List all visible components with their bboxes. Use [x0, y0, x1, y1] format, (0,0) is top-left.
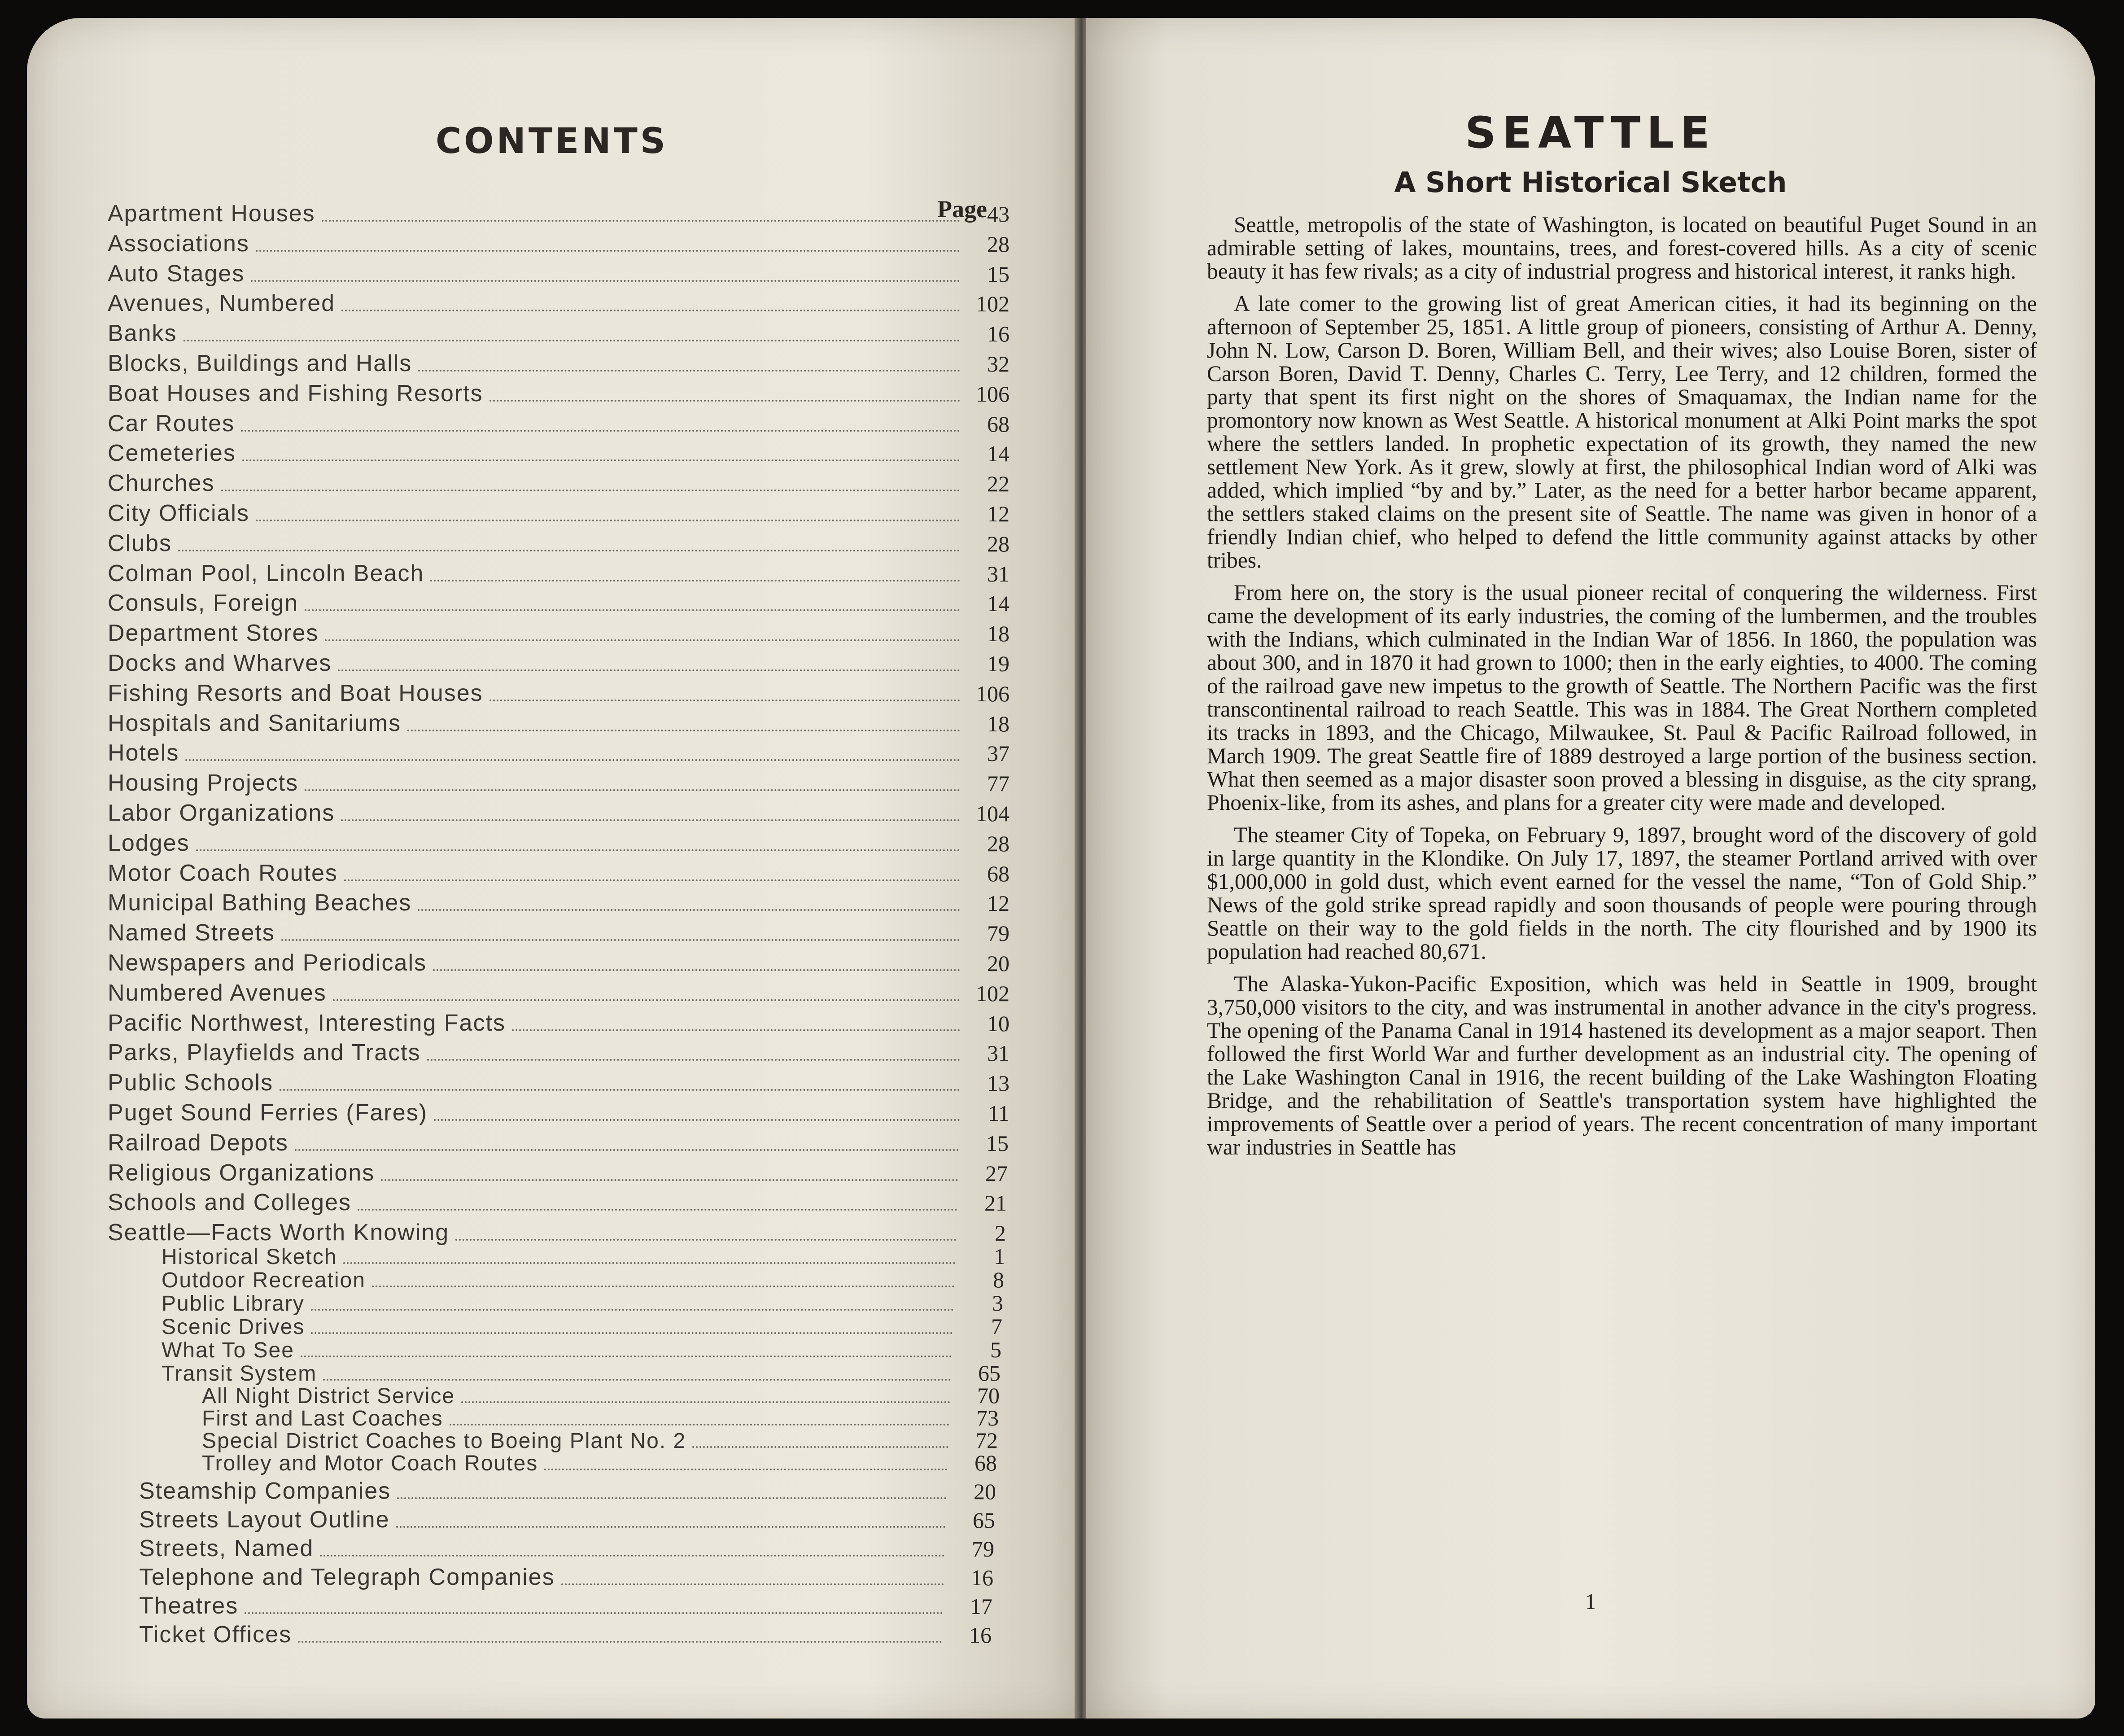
dot-leader: [256, 249, 960, 252]
toc-entry-label: Fishing Resorts and Boat Houses: [108, 680, 483, 706]
dot-leader: [295, 1149, 959, 1151]
toc-entry: [139, 1561, 993, 1591]
toc-entry-label: Steamship Companies: [139, 1478, 391, 1504]
dot-leader: [242, 459, 960, 461]
dot-leader: [344, 879, 960, 881]
toc-entry-label: Hospitals and Sanitariums: [108, 710, 402, 736]
toc-entry-label: Numbered Avenues: [108, 980, 327, 1006]
toc-entry-page: 11: [988, 1101, 1010, 1126]
toc-entry-page: 15: [987, 261, 1010, 287]
toc-entry-label: Banks: [108, 320, 177, 347]
toc-entry: [108, 497, 1010, 527]
toc-entry-label: Associations: [108, 230, 249, 257]
toc-entry: [108, 197, 1010, 227]
toc-entry-page: 79: [987, 921, 1010, 946]
dot-leader: [338, 669, 960, 671]
toc-entry-page: 20: [974, 1479, 996, 1504]
toc-entry-label: Churches: [108, 470, 215, 497]
toc-entry-page: 104: [976, 801, 1010, 826]
toc-entry-label: Seattle—Facts Worth Knowing: [108, 1220, 450, 1246]
toc-entry: [108, 767, 1010, 796]
toc-entry-page: 14: [987, 591, 1010, 617]
toc-entry: [139, 1618, 992, 1648]
toc-entry-page: 106: [976, 381, 1010, 407]
toc-entry-label: Streets Layout Outline: [139, 1507, 390, 1533]
toc-entry-label: Hotels: [108, 740, 179, 766]
toc-entry: [139, 1590, 992, 1619]
toc-entry: [139, 1532, 994, 1562]
toc-entry-page: 16: [971, 1565, 993, 1591]
toc-entry-page: 19: [987, 651, 1010, 676]
toc-entry-page: 77: [987, 771, 1010, 796]
toc-entry-page: 102: [976, 980, 1010, 1006]
dot-leader: [418, 909, 960, 911]
toc-entry-page: 102: [976, 291, 1010, 317]
toc-entry-label: All Night District Service: [202, 1384, 455, 1408]
toc-entry-page: 22: [987, 471, 1010, 497]
toc-entry-label: First and Last Coaches: [202, 1407, 443, 1431]
toc-entry-label: Trolley and Motor Coach Routes: [202, 1452, 538, 1476]
toc-entry: [108, 587, 1010, 617]
dot-leader: [280, 1089, 960, 1091]
toc-entry-label: Puget Sound Ferries (Fares): [108, 1100, 428, 1126]
toc-entry: [108, 1007, 1010, 1036]
toc-entry: [139, 1504, 995, 1533]
toc-entry-label: Telephone and Telegraph Companies: [139, 1564, 555, 1591]
dot-leader: [221, 489, 960, 491]
dot-leader: [196, 849, 960, 851]
toc-entry-label: Cemeteries: [108, 440, 236, 467]
dot-leader: [418, 369, 960, 372]
toc-entry: [108, 347, 1010, 377]
toc-entry-page: 28: [987, 231, 1010, 257]
dot-leader: [397, 1497, 947, 1499]
paragraph: Seattle, metropolis of the state of Washington, is located on beautiful Puget Sound in an admirable setting of lakes, mountains, trees, and forest-covered hills. As a city of scenic beauty it has few rivals; as a city of industrial progress and historical interest, it ranks high.: [1207, 212, 2037, 284]
dot-leader: [434, 1119, 960, 1121]
dot-leader: [251, 280, 960, 282]
toc-entry: [139, 1475, 996, 1504]
dot-leader: [281, 939, 960, 941]
toc-entry-label: Newspapers and Periodicals: [108, 950, 427, 976]
dot-leader: [430, 579, 960, 582]
toc-entry-page: 70: [977, 1383, 1000, 1408]
toc-entry-label: Car Routes: [108, 410, 235, 437]
toc-entry-label: Consuls, Foreign: [108, 590, 299, 617]
dot-leader: [256, 519, 960, 521]
toc-entry-page: 13: [987, 1071, 1010, 1096]
toc-entry-page: 31: [987, 561, 1010, 586]
toc-entry: [108, 467, 1010, 497]
toc-entry-label: Historical Sketch: [162, 1245, 337, 1269]
toc-entry-page: 16: [987, 321, 1010, 347]
toc-entry-page: 37: [987, 741, 1010, 766]
toc-entry: [108, 647, 1010, 677]
dot-leader: [358, 1208, 957, 1211]
toc-entry-page: 106: [976, 681, 1010, 706]
toc-entry-label: Department Stores: [108, 620, 319, 647]
toc-entry: [108, 377, 1010, 407]
dot-leader: [341, 309, 960, 311]
dot-leader: [178, 549, 960, 551]
toc-entry: [108, 947, 1010, 976]
toc-entry-label: Clubs: [108, 530, 172, 556]
toc-entry-page: 32: [987, 351, 1010, 376]
toc-entry-page: 12: [987, 891, 1010, 916]
page-number: 1: [1585, 1589, 1596, 1614]
toc-entry: [108, 1157, 1008, 1186]
dot-leader: [341, 819, 960, 821]
toc-entry: [108, 887, 1010, 916]
dot-leader: [241, 429, 960, 432]
toc-entry-label: Ticket Offices: [139, 1622, 292, 1648]
page-subtitle: A Short Historical Sketch: [1394, 166, 1787, 199]
toc-entry: [108, 258, 1010, 287]
contents-page: [27, 18, 1077, 1719]
toc-entry-page: 27: [985, 1160, 1008, 1186]
dot-leader: [544, 1468, 948, 1470]
history-page: [1086, 18, 2095, 1719]
toc-entry-page: 31: [987, 1041, 1010, 1066]
toc-entry-label: Motor Coach Routes: [108, 860, 338, 886]
page-column-header: Page: [937, 196, 987, 223]
toc-entry-label: Labor Organizations: [108, 800, 335, 826]
toc-entry: [108, 827, 1010, 857]
dot-leader: [333, 999, 960, 1001]
toc-entry-page: 5: [990, 1337, 1001, 1363]
toc-entry-label: Railroad Depots: [108, 1129, 288, 1156]
toc-entry: [108, 317, 1010, 347]
toc-entry-label: Theatres: [139, 1593, 239, 1619]
toc-entry: [108, 617, 1010, 647]
toc-entry-page: 14: [987, 441, 1010, 467]
toc-entry-label: Public Schools: [108, 1070, 274, 1096]
toc-entry: [202, 1446, 997, 1476]
toc-entry-label: Outdoor Recreation: [162, 1268, 366, 1293]
toc-entry: [108, 1036, 1010, 1066]
toc-entry-label: Housing Projects: [108, 770, 299, 796]
dot-leader: [184, 339, 960, 341]
toc-entry-page: 72: [975, 1428, 998, 1453]
toc-entry-page: 7: [991, 1314, 1002, 1339]
toc-entry: [108, 1186, 1007, 1216]
paragraph: The steamer City of Topeka, on February 9, 1897, brought word of the discovery of gold in large quantity in the Klondike. On July 17, 1897, the steamer Portland arrived with over $1,000,000 in gold dust, which event earned for the vessel the name, “Ton of Gold Ship.” News of the gold strike spread rapidly and soon thousands of people were pouring through Seattle on their way to the gold fields in the north. The city flourished and by 1900 its population had reached 80,671.: [1207, 822, 2037, 964]
toc-entry-page: 2: [995, 1220, 1006, 1246]
toc-entry-label: Special District Coaches to Boeing Plant No. 2: [202, 1429, 686, 1453]
toc-entry-label: Scenic Drives: [162, 1315, 305, 1339]
contents-title: CONTENTS: [436, 121, 668, 162]
paragraph: From here on, the story is the usual pioneer recital of conquering the wilderness. First came the development of its early industries, the coming of the lumbermen, and the troubles with the Indians, which culminated in the Indian War of 1856. In 1860, the population was about 300, and in 1870 it had grown to 1000; then in the early eighties, to 4000. The coming of the railroad gave new impetus to the growth of Seattle. The Northern Pacific was the first transcontinental railroad to reach Seattle. This was in 1884. The Great Northern completed its tracks in 1893, and the Chicago, Milwaukee, St. Paul & Pacific Railroad followed, in March 1909. The great Seattle fire of 1889 destroyed a large portion of the business section. What then seemed as a major disaster soon proved a blessing in disguise, as the city sprang, Phoenix-like, from its ashes, and plans for a greater city were made and developed.: [1207, 580, 2037, 815]
toc-entry-label: Schools and Colleges: [108, 1189, 351, 1216]
toc-entry-label: Municipal Bathing Beaches: [108, 890, 412, 916]
dot-leader: [185, 759, 960, 761]
toc-entry-label: Parks, Playfields and Tracts: [108, 1040, 421, 1066]
toc-entry-label: Religious Organizations: [108, 1159, 375, 1186]
toc-entry-label: Blocks, Buildings and Halls: [108, 350, 412, 376]
page-title: SEATTLE: [1465, 108, 1716, 158]
dot-leader: [322, 219, 960, 222]
dot-leader: [381, 1179, 958, 1181]
toc-entry: [108, 557, 1010, 587]
table-of-contents: [27, 18, 1077, 1719]
dot-leader: [433, 969, 960, 971]
toc-entry-page: 28: [987, 531, 1010, 556]
toc-entry-label: Named Streets: [108, 920, 275, 946]
toc-entry-page: 68: [987, 411, 1010, 437]
toc-entry-page: 10: [987, 1010, 1010, 1036]
toc-entry-page: 68: [975, 1450, 997, 1476]
toc-entry-page: 79: [972, 1536, 994, 1562]
toc-entry-label: Boat Houses and Fishing Resorts: [108, 380, 483, 407]
toc-entry-label: Transit System: [162, 1362, 317, 1386]
history-text: [1207, 213, 2037, 1168]
toc-entry-page: 20: [987, 951, 1010, 976]
toc-entry-page: 1: [994, 1244, 1005, 1269]
dot-leader: [320, 1554, 945, 1557]
toc-entry-page: 16: [969, 1622, 992, 1648]
toc-entry-page: 12: [987, 501, 1010, 526]
toc-entry-page: 65: [978, 1360, 1001, 1386]
toc-entry-label: Public Library: [162, 1292, 305, 1316]
dot-leader: [427, 1058, 960, 1061]
toc-entry: [108, 437, 1010, 467]
dot-leader: [245, 1612, 943, 1614]
dot-leader: [407, 729, 960, 731]
toc-entry: [108, 707, 1010, 737]
toc-entry: [108, 917, 1010, 946]
dot-leader: [396, 1526, 946, 1528]
dot-leader: [561, 1583, 944, 1585]
toc-entry-label: Pacific Northwest, Interesting Facts: [108, 1010, 506, 1036]
dot-leader: [305, 789, 960, 791]
toc-entry-page: 73: [976, 1405, 999, 1431]
toc-entry-label: Docks and Wharves: [108, 650, 332, 676]
toc-entry-label: Lodges: [108, 830, 190, 856]
toc-entry-label: Avenues, Numbered: [108, 290, 336, 317]
dot-leader: [512, 1029, 960, 1031]
toc-entry-page: 15: [986, 1130, 1009, 1156]
toc-entry: [108, 1097, 1010, 1126]
toc-entry-label: Colman Pool, Lincoln Beach: [108, 560, 424, 586]
toc-entry-page: 17: [970, 1594, 992, 1619]
toc-entry: [108, 287, 1010, 317]
toc-entry: [108, 737, 1010, 766]
dot-leader: [325, 639, 960, 641]
paragraph: A late comer to the growing list of great American cities, it had its beginning on the afternoon of September 25, 1851. A little group of pioneers, consisting of Arthur A. Denny, John N. Low, Carson D. Boren, William Bell, and their wives; also Louise Boren, sister of Carson Boren, David T. Denny, Charles C. Terry, Lee Terry, and 12 children, formed the party that spent its first night on the shores of Smaquamax, the Indian name for the promontory now known as West Seattle. A historical monument at Alki Point marks the spot where the settlers landed. In prophetic expectation of its growth, they named the new settlement New York. As it grew, slowly at first, the philosophical Indian word of Alki was added, which implied “by and by.” Later, as the need for a better harbor became apparent, the settlers staked claims on the present site of Seattle. The name was given in honor of a friendly Indian chief, who helped to defend the little community against attacks by other tribes.: [1207, 291, 2037, 573]
toc-entry-label: Apartment Houses: [108, 201, 315, 227]
toc-entry-page: 18: [987, 711, 1010, 736]
toc-entry-label: Auto Stages: [108, 260, 245, 287]
paragraph: The Alaska-Yukon-Pacific Exposition, which was held in Seattle in 1909, brought 3,750,000 visitors to the city, and was instrumental in another advance in the city's progress. The opening of the Panama Canal in 1914 hastened its development as a major seaport. Then followed the first World War and further development as an industrial city. The opening of the Lake Washington Canal in 1916, the recent building of the Lake Washington Floating Bridge, and the rehabilitation of Seattle's transportation system have highlighted the improvements of Seattle over a period of years. The recent concentration of many important war industries in Seattle has: [1207, 971, 2037, 1159]
toc-entry-page: 3: [992, 1290, 1003, 1316]
dot-leader: [298, 1640, 942, 1643]
toc-entry-label: Streets, Named: [139, 1535, 314, 1562]
toc-entry-page: 68: [987, 861, 1010, 886]
toc-entry-label: City Officials: [108, 500, 249, 526]
toc-entry-page: 28: [987, 831, 1010, 856]
toc-entry: [108, 1067, 1010, 1096]
toc-entry: [108, 977, 1010, 1006]
toc-entry: [108, 1127, 1009, 1156]
toc-entry: [108, 527, 1010, 557]
toc-entry-page: 43: [987, 201, 1010, 227]
dot-leader: [489, 399, 960, 402]
toc-entry: [108, 227, 1010, 257]
dot-leader: [489, 699, 960, 701]
toc-entry-page: 8: [993, 1267, 1004, 1293]
toc-entry: [108, 677, 1010, 707]
dot-leader: [305, 609, 960, 611]
toc-entry: [108, 797, 1010, 826]
toc-entry-page: 18: [987, 621, 1010, 647]
toc-entry: [108, 857, 1010, 887]
toc-entry: [108, 407, 1010, 437]
toc-entry-page: 65: [973, 1508, 995, 1533]
toc-entry-label: What To See: [162, 1338, 294, 1363]
toc-entry-page: 21: [984, 1190, 1007, 1216]
